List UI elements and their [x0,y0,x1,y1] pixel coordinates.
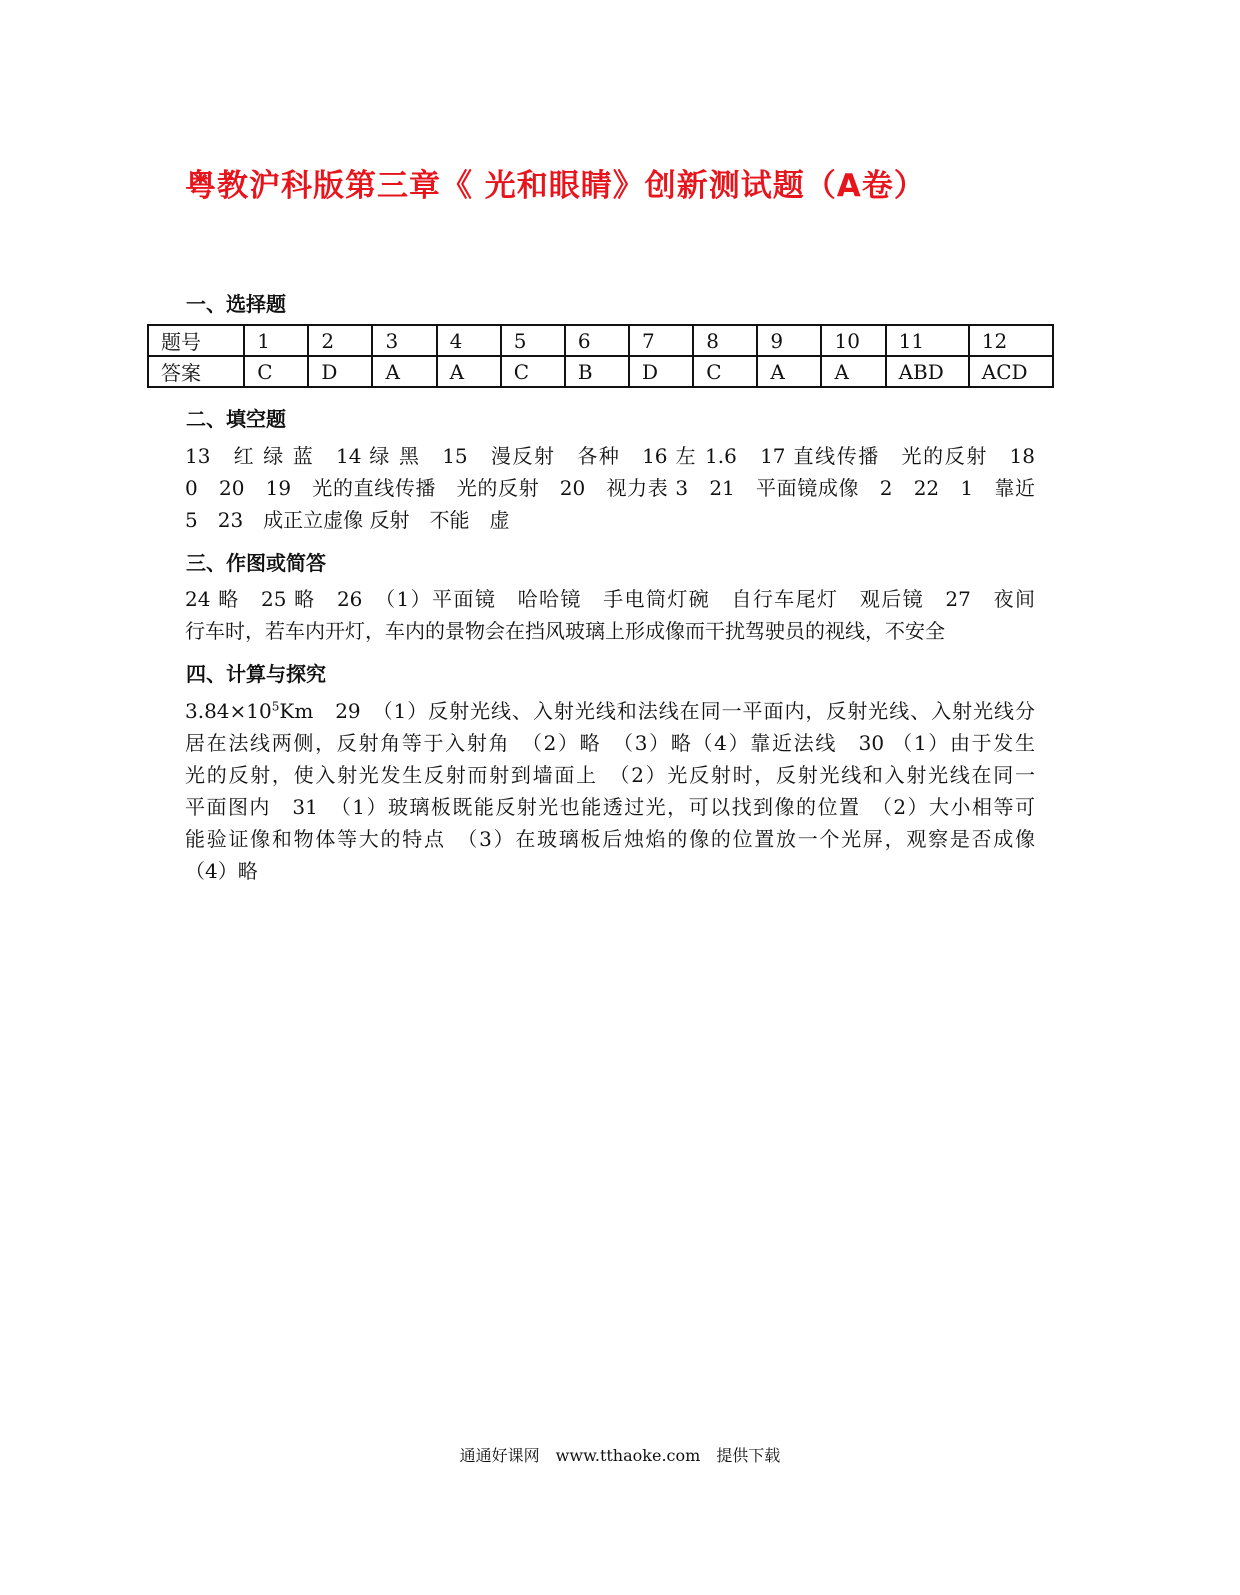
text-line: 能验证像和物体等大的特点 （3）在玻璃板后烛焰的像的位置放一个光屏，观察是否成像 [185,827,1035,851]
exponent: 5 [271,699,280,714]
answer-cell: A [372,356,436,387]
question-number: 9 [757,325,821,356]
answer-cell: B [565,356,629,387]
text-line: 光的反射，使入射光发生反射而射到墙面上 （2）光反射时，反射光线和入射光线在同一 [185,763,1035,787]
answer-cell: D [629,356,693,387]
question-number: 12 [969,325,1053,356]
text-line: 平面图内 31 （1）玻璃板既能反射光也能透过光，可以找到像的位置 （2）大小相等可 [185,795,1035,819]
question-number: 1 [244,325,308,356]
calc-answers [185,695,1035,887]
section-heading-calc: 四、计算与探究 [186,662,326,686]
answer-cell: A [757,356,821,387]
text-segment: Km 29 （1）反射光线、入射光线和法线在同一平面内，反射光线、入射光线分 [279,699,1035,723]
answer-cell: A [821,356,885,387]
text-line: 居在法线两侧，反射角等于入射角 （2）略 （3）略（4）靠近法线 30 （1）由于发生 [185,731,1035,755]
question-number: 3 [372,325,436,356]
question-number: 6 [565,325,629,356]
answer-cell: C [693,356,757,387]
table-row-answers [148,356,1053,387]
answer-cell: A [437,356,501,387]
question-number: 7 [629,325,693,356]
row-header-answer: 答案 [148,356,244,387]
answer-cell: ACD [969,356,1053,387]
page-title: 粤教沪科版第三章《 光和眼睛》创新测试题（A卷） [185,168,926,204]
page-footer: 通通好课网 www.tthaoke.com 提供下载 [459,1446,781,1465]
answer-cell: C [244,356,308,387]
text-line: 13 红 绿 蓝 14 绿 黑 15 漫反射 各种 16 左 1.6 17 直线传播 光的反射 18 [185,444,1035,468]
answer-cell: ABD [886,356,969,387]
table-row-numbers [148,325,1053,356]
text-line: 24 略 25 略 26 （1）平面镜 哈哈镜 手电筒灯碗 自行车尾灯 观后镜 27 夜间 [185,587,1035,611]
distance-value: 3.84×10 [185,699,272,723]
section-heading-choice: 一、选择题 [186,292,286,316]
fill-blank-answers [185,440,1035,536]
answer-cell: D [308,356,372,387]
section-heading-fill: 二、填空题 [186,407,286,431]
text-line: 行车时，若车内开灯，车内的景物会在挡风玻璃上形成像而干扰驾驶员的视线，不安全 [185,619,945,643]
row-header-number: 题号 [148,325,244,356]
text-line: 5 23 成正立虚像 反射 不能 虚 [185,508,510,532]
text-line: 0 20 19 光的直线传播 光的反射 20 视力表 3 21 平面镜成像 2 22 1 靠近 [185,476,1035,500]
answer-table [147,324,1054,388]
question-number: 4 [437,325,501,356]
question-number: 5 [501,325,565,356]
drawing-answers [185,583,1035,647]
question-number: 8 [693,325,757,356]
question-number: 2 [308,325,372,356]
text-line [185,695,1035,727]
text-line: （4）略 [185,859,258,883]
answer-cell: C [501,356,565,387]
question-number: 10 [821,325,885,356]
section-heading-drawing: 三、作图或简答 [186,551,326,575]
question-number: 11 [886,325,969,356]
